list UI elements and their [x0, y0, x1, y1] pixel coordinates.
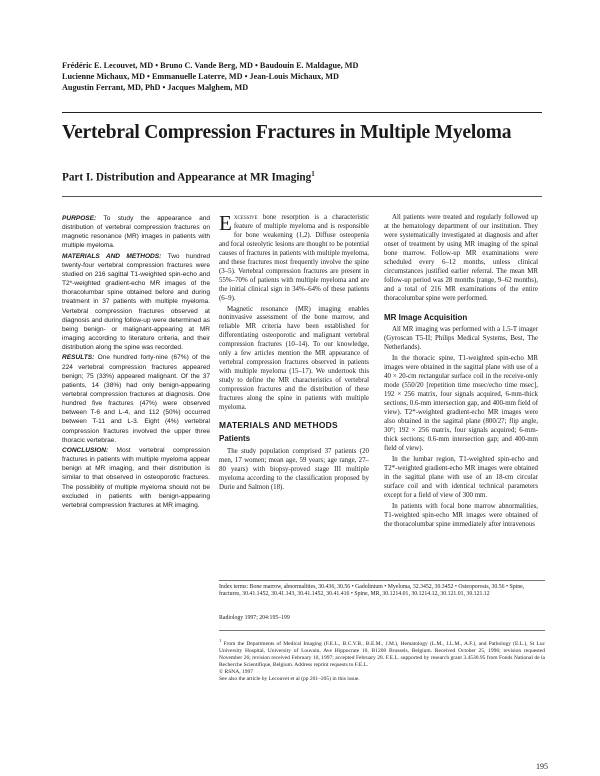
page-number: 195	[536, 762, 548, 771]
abstract-label: RESULTS:	[62, 354, 95, 362]
affiliation-footnote	[219, 637, 545, 683]
subtitle-text: Part I. Distribution and Appearance at MR Imaging	[62, 171, 312, 184]
abstract-methods	[62, 252, 210, 353]
body-column-2	[219, 211, 369, 495]
index-terms: Index terms: Bone marrow, abnormalities, 30.436, 30.56 • Gadolinium • Myeloma, 32.3452, 30.3452 • Osteoporosis, 30.56 • Spine, fractures, 30.41.1452, 30.41.143, 30.41.1452, 30.41.416 • Spine, MR, 30.1214.01, 30.1214.12, 30.121.01, 30.121.12	[219, 584, 525, 598]
abstract	[62, 214, 210, 511]
article-subtitle	[62, 170, 542, 184]
footer-rule	[219, 580, 545, 581]
subsection-heading: Patients	[219, 433, 251, 443]
copyright-text: © RSNA, 1997	[219, 669, 253, 676]
title-rule	[62, 112, 542, 113]
abstract-label: PURPOSE:	[62, 215, 97, 222]
abstract-conclusion	[62, 446, 210, 510]
intro-smallcaps: xcessive	[233, 214, 258, 221]
body-paragraph: The study population comprised 37 patients (20 men, 17 women; mean age, 59 years; age range, 27–80 years) with biopsy-proved stage III multiple myeloma according to the classification proposed by Durie and Salmon (18).	[219, 447, 369, 491]
body-column-3	[384, 214, 538, 531]
body-paragraph: In the lumbar region, T1-weighted spin-echo and T2*-weighted gradient-echo MR images were obtained in the sagittal plane with use of an 18-cm circular surface coil and with identical technical parameters except for a field of view of 300 mm.	[384, 455, 538, 499]
subsection-heading: MR Image Acquisition	[384, 312, 468, 322]
footer-rule	[219, 630, 545, 631]
author-line: Lucienne Michaux, MD • Emmanuelle Laterre, MD • Jean-Louis Michaux, MD	[62, 72, 339, 81]
affiliation-body: From the Departments of Medical Imaging (F.E.L., B.C.V.B., B.E.M., J.M.), Hematology (L.M., J.L.M., A.F.), and Pathology (E.L.), St Luc University Hospital, University of Louvain, Ave Hippocrate 10, B1200 Brussels, Belgium. Received October 25, 1996; revision requested November 26; revision received February 10, 1997; accepted February 28. F.E.L. supported by research grant 3.4530.95 from Fonds National de la Recherche Scientifique, Belgium. Address reprint requests to F.E.L.	[219, 640, 546, 669]
title-rule	[62, 196, 542, 197]
intro-paragraph: Magnetic resonance (MR) imaging enables noninvasive assessment of the bone marrow, and reliable MR criteria have been established for differentiating osteoporotic and malignant vertebral compression fractures (10–14). To our knowledge, only a few articles mention the MR appearance of vertebral compression fractures observed in patients with multiple myeloma (15–17). We undertook this study to define the MR characteristics of vertebral compression fractures and the distribution of these fractures along the spine in patients with multiple myeloma.	[219, 305, 369, 412]
abstract-text: One hundred forty-nine (67%) of the 224 vertebral compression fractures appeared benign; 75 (33%) appeared malignant. Of the 37 patients, 14 (38%) had only benign-appearing vertebral compression fractures at diagnosis. One hundred five fractures (47%) were observed between T-6 and L-4, and 112 (50%) occurred between T-11 and L-3. Eight (4%) vertebral compression fractures involved the upper three thoracic vertebrae.	[62, 354, 210, 444]
abstract-label: MATERIALS AND METHODS:	[62, 252, 162, 260]
article-title: Vertebral Compression Fractures in Multiple Myeloma	[62, 122, 512, 143]
author-list	[62, 60, 482, 93]
drop-cap: E	[219, 211, 232, 235]
body-paragraph: All MR imaging was performed with a 1.5-T imager (Gyroscan T5-II; Philips Medical Systems, Best, The Netherlands).	[384, 326, 538, 352]
abstract-label: CONCLUSION:	[62, 446, 109, 454]
see-also-text: See also the article by Lecouvet et al (pp 201–205) in this issue.	[219, 676, 360, 683]
author-line: Frédéric E. Lecouvet, MD • Bruno C. Vande Berg, MD • Baudouin E. Maldague, MD	[62, 61, 359, 70]
abstract-text: To study the appearance and distribution of vertebral compression fractures on magnetic resonance (MR) images in patients with multiple myeloma.	[62, 215, 210, 250]
body-paragraph: In patients with focal bone marrow abnormalities, T1-weighted spin-echo MR images were obtained of the thoracolumbar spine immediately after intravenous	[384, 502, 538, 528]
subtitle-footnote-mark: 1	[311, 170, 315, 178]
abstract-purpose	[62, 214, 210, 251]
affiliation-text: $^1$ From the Departments of Medical Imaging (F.E.L., B.C.V.B., B.E.M., J.M.), Hematology (L.M., J.L.M., A.F.), and Pathology (E.L.), St Luc University Hospital, University of Louvain, Ave Hippocrate 10, B1200 Brussels, Belgium. Received October 25, 1996; revision requested November 26; revision received February 10, 1997; accepted February 28. F.E.L. supported by research grant 3.4530.95 from Fonds National de la Recherche Scientifique, Belgium. Address reprint requests to F.E.L.	[219, 638, 546, 669]
abstract-text: Two hundred twenty-four vertebral compression fractures were studied on 216 sagittal T1-weighted spin-echo and T2*-weighted gradient-echo MR images of the thoracolumbar spine obtained before and during treatment in 37 patients with multiple myeloma. Vertebral compression fractures observed at diagnosis and during follow-up were determined as being benign- or malignant-appearing at MR imaging according to literature criteria, and their distribution along the spine was recorded.	[62, 252, 210, 352]
author-line: Augustin Ferrant, MD, PhD • Jacques Malghem, MD	[62, 83, 249, 92]
body-paragraph: All patients were treated and regularly followed up at the hematology department of our institution. They were systematically investigated at diagnosis and after onset of treatment by using MR imaging of the spinal bone marrow. Follow-up MR examinations were scheduled every 6–12 months, unless clinical circumstances justified earlier referral. The mean MR follow-up period was 28 months (range, 9–62 months), and a total of 216 MR examinations of the entire thoracolumbar spine were performed.	[384, 214, 538, 302]
intro-paragraph	[219, 211, 369, 304]
section-heading: MATERIALS AND METHODS	[219, 419, 338, 430]
intro-text: bone resorption is a characteristic feature of multiple myeloma and is responsible for bone weakening (1,2). Diffuse osteopenia and focal osteolytic lesions are thought to be potential causes of fractures in patients with multiple myeloma, and these fractures most frequently involve the spine (3–5). Vertebral compression fractures are present in 55%–70% of patients with multiple myeloma and are the initial clinical sign in 34%–64% of these patients (6–9).	[219, 214, 369, 302]
journal-citation: Radiology 1997; 204:195–199	[219, 615, 290, 621]
abstract-results	[62, 353, 210, 445]
body-paragraph: In the thoracic spine, T1-weighted spin-echo MR images were obtained in the sagittal plane with use of a 40 × 20-cm rectangular surface coil in the receive-only mode (550/20 [repetition time msec/echo time msec], 192 × 256 matrix, four signals acquired, 6-mm-thick sections, 0.6-mm intersection gap, and 400-mm field of view). T2*-weighted gradient-echo MR images were also obtained in the sagittal plane (800/27; flip angle, 30°; 192 × 256 matrix, four signals acquired; 6-mm-thick sections; 0.6-mm intersection gap; and 400-mm field of view).	[384, 355, 538, 452]
abstract-text: Most vertebral compression fractures in patients with multiple myeloma appear benign at MR imaging, and their distribution is similar to that observed in osteoporotic fractures. The possibility of multiple myeloma should not be excluded in patients with benign-appearing vertebral compression fractures at MR imaging.	[62, 446, 210, 509]
